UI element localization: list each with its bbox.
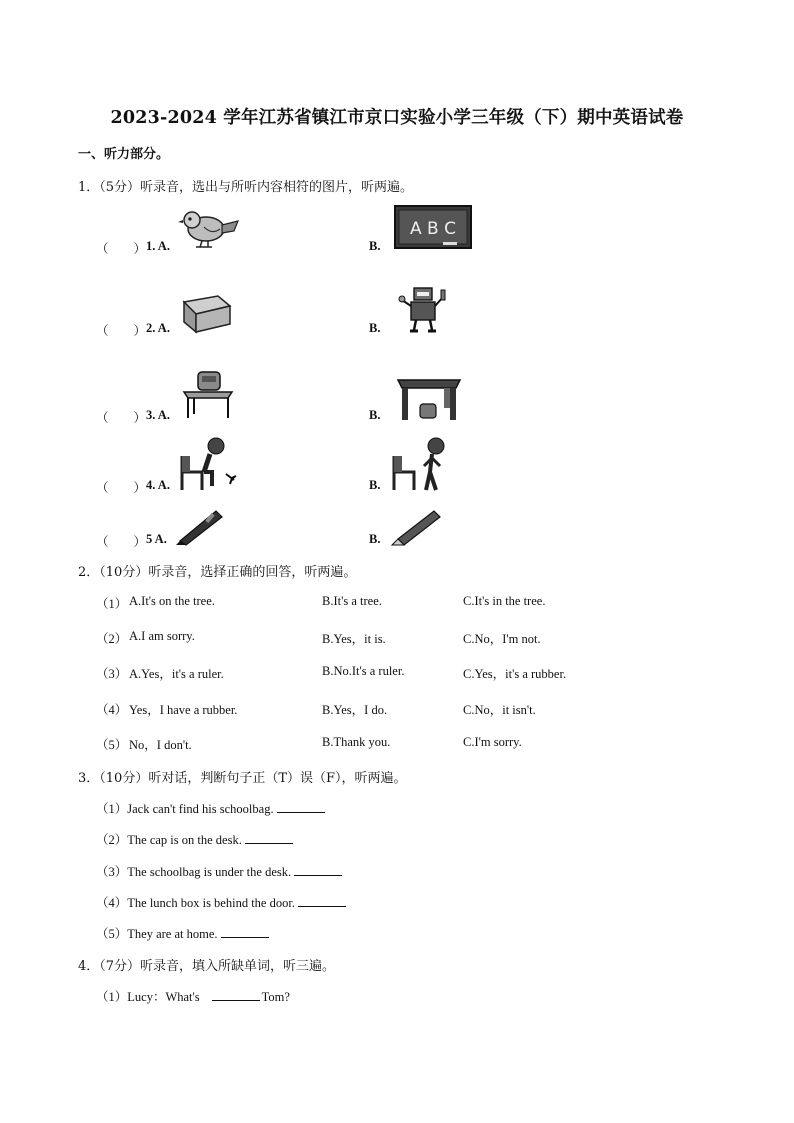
q3-item	[96, 924, 269, 942]
q3-text: They are at home.	[127, 927, 218, 941]
answer-paren[interactable]: （ ）	[96, 411, 147, 425]
q3-item	[96, 799, 325, 817]
q2-option-b[interactable]: B.Yes，I do.	[322, 703, 388, 717]
option-b-label: B.	[369, 478, 381, 492]
pencil-icon[interactable]	[388, 505, 444, 547]
q3-num: （3）	[96, 865, 128, 879]
option-a-label: 1. A.	[146, 239, 170, 253]
option-b-label: B.	[369, 408, 381, 422]
eraser-icon[interactable]	[178, 292, 234, 334]
q2-num: （2）	[96, 632, 128, 646]
q2-option-a[interactable]: A.Yes，it's a ruler.	[129, 667, 224, 681]
option-a-label: 5 A.	[146, 532, 167, 546]
section-heading: 一、听力部分。	[78, 147, 170, 162]
q4-after: Tom?	[261, 990, 290, 1004]
answer-paren[interactable]: （ ）	[96, 242, 147, 256]
answer-blank[interactable]	[294, 865, 342, 876]
q2-option-c[interactable]: C.No，it isn't.	[463, 703, 536, 717]
q3-item	[96, 830, 293, 848]
answer-blank[interactable]	[212, 990, 260, 1001]
q4-before: Lucy：What's	[127, 990, 200, 1004]
q3-text: Jack can't find his schoolbag.	[127, 802, 274, 816]
q2-option-a[interactable]: No，I don't.	[129, 738, 192, 752]
q2-option-a[interactable]: Yes，I have a rubber.	[129, 703, 238, 717]
q4-num: （1）	[96, 990, 128, 1004]
question-3-prompt: 3．（10分）听对话，判断句子正（T）误（F），听两遍。	[78, 771, 407, 786]
q2-option-b[interactable]: B.Thank you.	[322, 735, 391, 749]
q2-option-a[interactable]: A.It's on the tree.	[129, 594, 215, 608]
robot-icon[interactable]	[398, 284, 448, 336]
bag-under-desk-icon[interactable]	[394, 374, 464, 422]
q2-option-c[interactable]: C.I'm sorry.	[463, 735, 522, 749]
sit-down-icon[interactable]	[178, 436, 240, 492]
answer-paren[interactable]: （ ）	[96, 324, 147, 338]
option-a-label: 2. A.	[146, 321, 170, 335]
q3-num: （5）	[96, 927, 128, 941]
q2-option-a[interactable]: A.I am sorry.	[129, 629, 195, 643]
q2-option-c[interactable]: C.Yes，it's a rubber.	[463, 667, 567, 681]
q2-option-b[interactable]: B.Yes，it is.	[322, 632, 386, 646]
answer-paren[interactable]: （ ）	[96, 481, 147, 495]
option-b-label: B.	[369, 239, 381, 253]
bag-on-desk-icon[interactable]	[180, 368, 236, 420]
option-a-label: 4. A.	[146, 478, 170, 492]
q3-item	[96, 893, 346, 911]
q3-num: （2）	[96, 833, 128, 847]
blackboard-icon[interactable]	[393, 204, 473, 250]
answer-blank[interactable]	[245, 833, 293, 844]
q3-text: The cap is on the desk.	[127, 833, 242, 847]
q2-option-c[interactable]: C.No，I'm not.	[463, 632, 541, 646]
q3-num: （1）	[96, 802, 128, 816]
q2-num: （1）	[96, 597, 128, 611]
question-2-prompt: 2．（10分）听录音，选择正确的回答，听两遍。	[78, 565, 357, 580]
answer-blank[interactable]	[298, 896, 346, 907]
option-a-label: 3. A.	[146, 408, 170, 422]
q3-text: The schoolbag is under the desk.	[127, 865, 292, 879]
q2-option-b[interactable]: B.No.It's a ruler.	[322, 664, 405, 678]
stand-up-icon[interactable]	[390, 436, 446, 492]
q2-num: （5）	[96, 738, 128, 752]
answer-blank[interactable]	[277, 802, 325, 813]
board-text: A B C	[410, 219, 456, 239]
q2-option-b[interactable]: B.It's a tree.	[322, 594, 382, 608]
answer-blank[interactable]	[221, 927, 269, 938]
q2-option-c[interactable]: C.It's in the tree.	[463, 594, 546, 608]
option-b-label: B.	[369, 321, 381, 335]
page-title: 2023-2024 学年江苏省镇江市京口实验小学三年级（下）期中英语试卷	[110, 108, 684, 128]
q3-num: （4）	[96, 896, 128, 910]
option-b-label: B.	[369, 532, 381, 546]
q3-item	[96, 862, 342, 880]
q2-num: （4）	[96, 703, 128, 717]
question-4-prompt: 4．（7分）听录音，填入所缺单词，听三遍。	[78, 959, 336, 974]
pen-icon[interactable]	[172, 505, 226, 547]
question-1-prompt: 1．（5分）听录音，选出与所听内容相符的图片，听两遍。	[78, 180, 414, 195]
q3-text: The lunch box is behind the door.	[127, 896, 295, 910]
answer-paren[interactable]: （ ）	[96, 535, 147, 549]
q2-num: （3）	[96, 667, 128, 681]
q4-item	[96, 987, 290, 1005]
bird-icon[interactable]	[176, 205, 242, 249]
